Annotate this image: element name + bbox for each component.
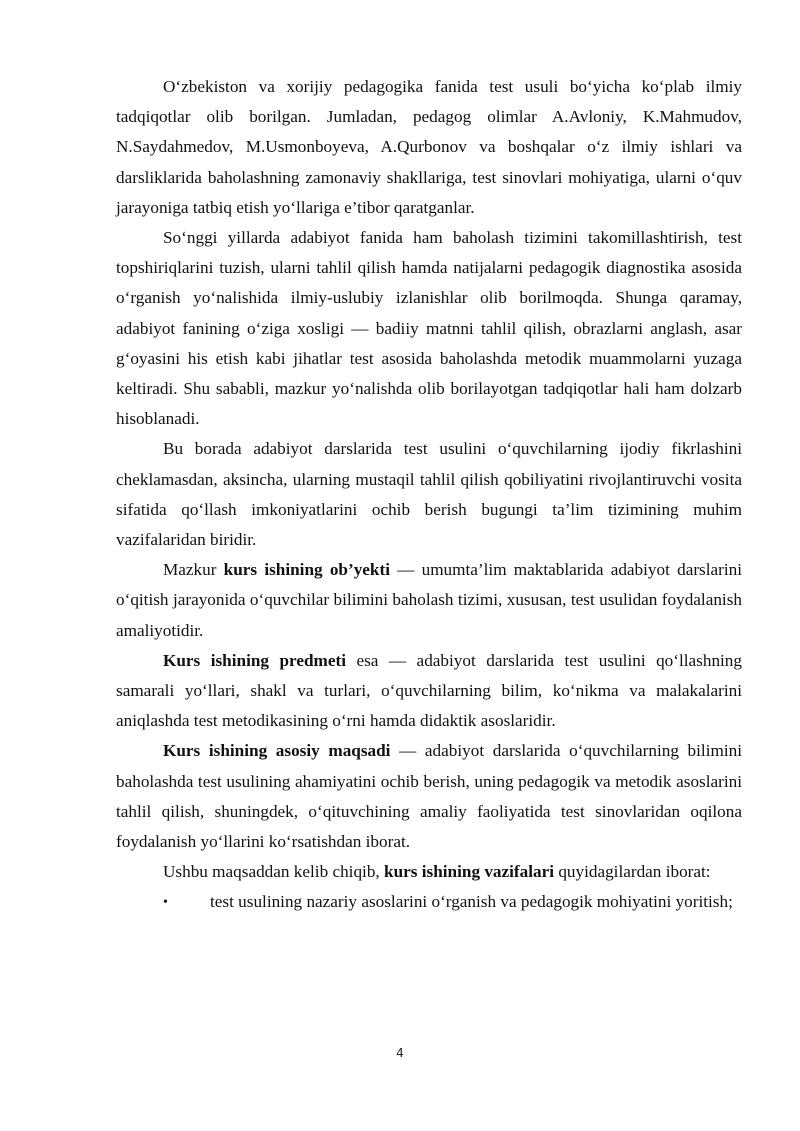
goal-term: Kurs ishining asosiy maqsadi	[163, 741, 391, 761]
paragraph-recent-research	[116, 223, 742, 434]
paragraph-lead: Mazkur	[163, 560, 224, 580]
paragraph-subject	[116, 646, 742, 737]
paragraph-tasks-intro	[116, 857, 742, 887]
paragraph-text: esa — adabiyot darslarida test usulini qo‘llashning samarali yo‘llari, shakl va turlari, o‘quvchilarning bilim, ko‘nikma va malakalarini aniqlashda test metodikasining o‘rni hamda didaktik asoslaridir.	[116, 650, 742, 731]
tasks-term: kurs ishining vazifalari	[384, 862, 555, 882]
paragraph-lead: Ushbu maqsaddan kelib chiqib,	[163, 862, 385, 882]
subject-term: Kurs ishining predmeti	[163, 650, 346, 670]
task-list-item	[116, 887, 742, 918]
bullet-marker: •	[163, 895, 168, 911]
paragraph-text: — umumta’lim maktablarida adabiyot darslarini o‘qitish jarayonida o‘quvchilar bilimini baholash tizimi, xususan, test usulidan foydalanish amaliyotidir.	[116, 560, 743, 640]
page-number: 4	[396, 1046, 404, 1060]
paragraph-test-usage	[116, 434, 742, 555]
paragraph-text: So‘nggi yillarda adabiyot fanida ham baholash tizimini takomillashtirish, test topshiriqlarini tuzish, ularni tahlil qilish hamda natijalarni pedagogik diagnostika asosida o‘rganish yo‘nalishida ilmiy-uslubiy izlanishlar olib borilmoqda. Shunga qaramay, adabiyot fanining o‘ziga xosligi — badiiy matnni tahlil qilish, obrazlarni anglash, asar g‘oyasini his etish kabi jihatlar test asosida baholashda metodik muammolarni yuzaga keltiradi. Shu sababli, mazkur yo‘nalishda olib borilayotgan tadqiqotlar hali ham dolzarb hisoblanadi.	[116, 228, 742, 429]
paragraph-text: quyidagilardan iborat:	[554, 862, 711, 882]
paragraph-text: — adabiyot darslarida o‘quvchilarning bilimini baholashda test usulining ahamiyatini ochib berish, uning pedagogik va metodik asoslarini tahlil qilish, shuningdek, o‘qituvchining amaliy faoliyatida test sinovlaridan oqilona foydalanish yo‘llarini ko‘rsatishdan iborat.	[116, 741, 742, 852]
task-text: test usulining nazariy asoslarini o‘rganish va pedagogik mohiyatini yoritish;	[210, 892, 733, 912]
paragraph-object	[116, 555, 742, 646]
paragraph-goal	[116, 736, 742, 857]
object-term: kurs ishining ob’yekti	[223, 560, 390, 580]
paragraph-intro-research	[116, 72, 742, 223]
paragraph-text: Bu borada adabiyot darslarida test usulini o‘quvchilarning ijodiy fikrlashini cheklamasdan, aksincha, ularning mustaqil tahlil qilish qobiliyatini rivojlantiruvchi vosita sifatida qo‘llash imkoniyatlarini ochib berish bugungi ta’lim tizimining muhim vazifalaridan biridir.	[116, 439, 742, 550]
paragraph-text: O‘zbekiston va xorijiy pedagogika fanida test usuli bo‘yicha ko‘plab ilmiy tadqiqotlar olib borilgan. Jumladan, pedagog olimlar A.Avloniy, K.Mahmudov, N.Saydahmedov, M.Usmonboyeva, A.Qurbonov va boshqalar o‘z ilmiy ishlari va darsliklarida baholashning zamonaviy shakllariga, test sinovlari mohiyatiga, ularni o‘quv jarayoniga tatbiq etish yo‘llariga e’tibor qaratganlar.	[116, 77, 742, 217]
document-body	[116, 72, 742, 919]
